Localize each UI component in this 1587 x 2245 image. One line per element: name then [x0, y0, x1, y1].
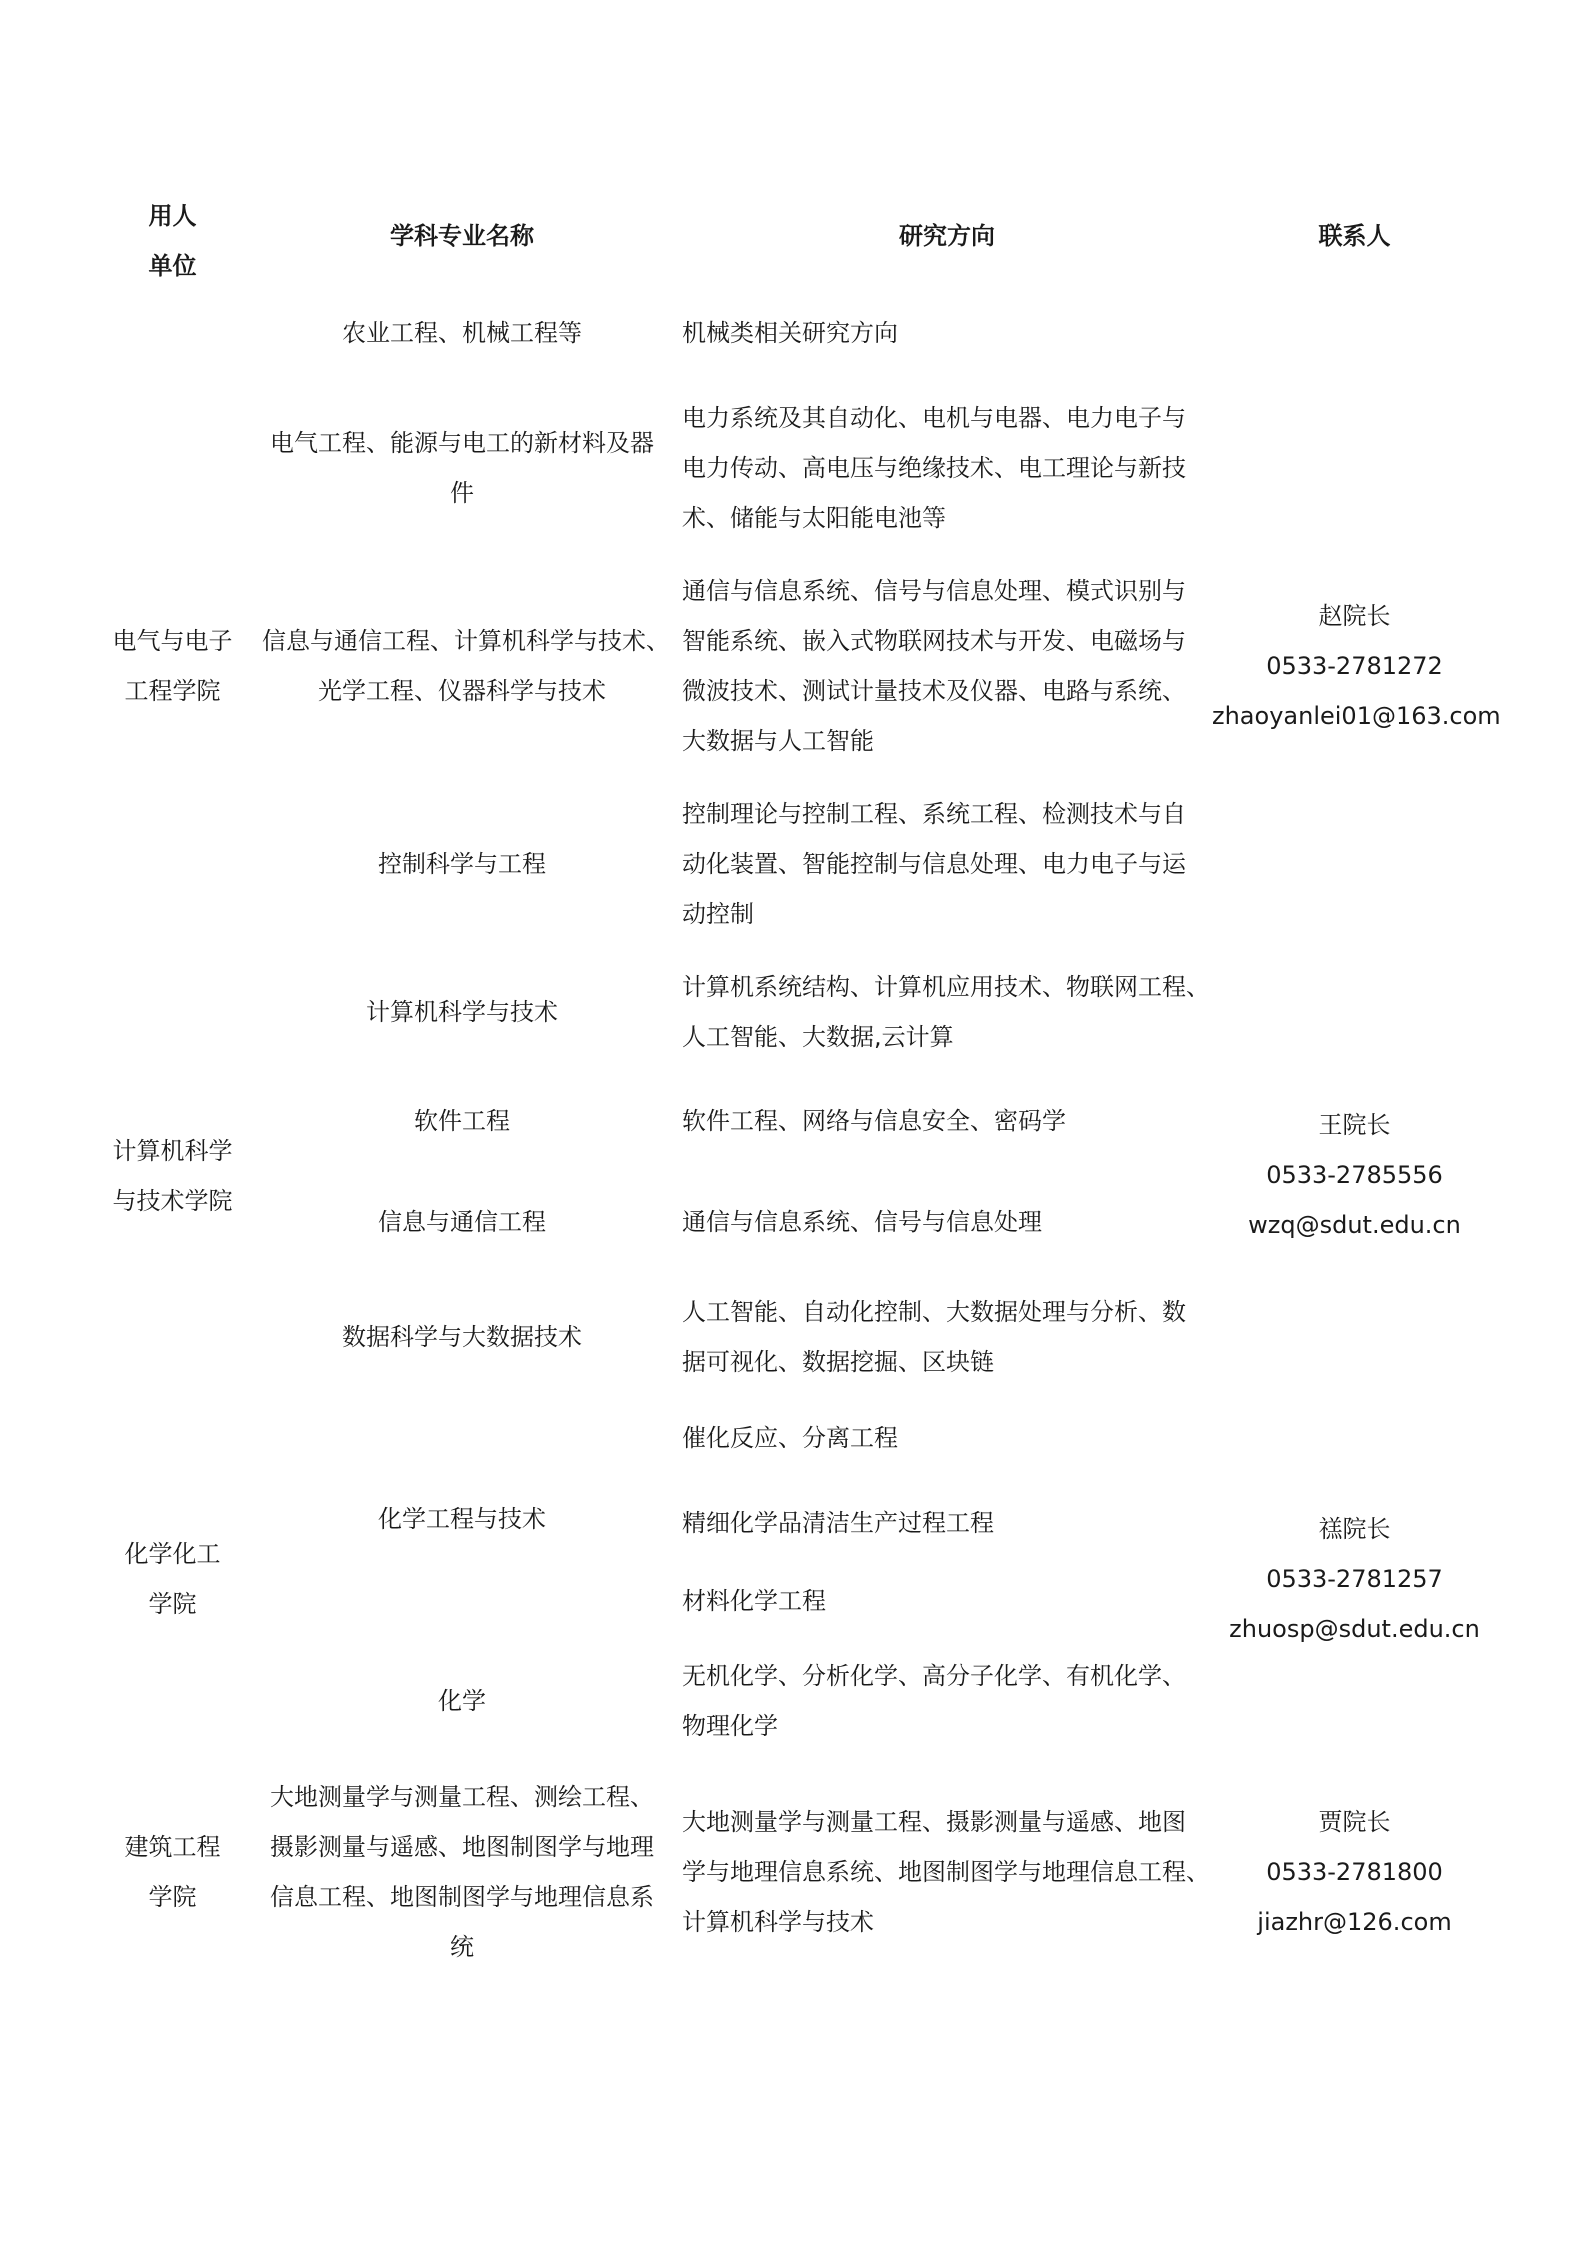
major-cell: [262, 418, 662, 518]
major-cell: [262, 1096, 662, 1146]
contact-name: 赵院长: [1318, 602, 1391, 630]
major-line: 化学: [438, 1687, 486, 1715]
unit-cell: [90, 1822, 255, 1922]
direction-line: 大数据与人工智能: [682, 727, 874, 755]
direction-line: 机械类相关研究方向: [682, 319, 898, 347]
contact-phone: 0533-2781272: [1266, 652, 1443, 680]
header-direction: 研究方向: [899, 222, 995, 250]
contact-name: 贾院长: [1318, 1808, 1391, 1836]
unit-cell: [90, 1529, 255, 1629]
contact-email: zhaoyanlei01@163.com: [1212, 702, 1501, 730]
direction-cell: [682, 1797, 1212, 1947]
unit-line: 与技术学院: [112, 1187, 233, 1215]
major-cell: [262, 1772, 662, 1972]
contact-cell: [1212, 591, 1501, 741]
contact-cell: [1212, 1504, 1497, 1654]
direction-line: 电力传动、高电压与绝缘技术、电工理论与新技: [682, 454, 1186, 482]
major-line: 化学工程与技术: [378, 1505, 546, 1533]
direction-line: 动控制: [682, 900, 754, 928]
major-line: 光学工程、仪器科学与技术: [318, 677, 606, 705]
contact-name: 王院长: [1318, 1111, 1391, 1139]
direction-cell: [682, 1096, 1212, 1146]
direction-line: 电力系统及其自动化、电机与电器、电力电子与: [682, 404, 1186, 432]
major-line: 电气工程、能源与电工的新材料及器: [270, 429, 654, 457]
unit-cell: [90, 616, 255, 716]
direction-cell: [682, 566, 1212, 766]
contact-email: jiazhr@126.com: [1257, 1908, 1452, 1936]
header-unit-line: 单位: [148, 252, 197, 280]
direction-cell: [682, 1498, 1212, 1548]
major-cell: [262, 987, 662, 1037]
direction-cell: [682, 393, 1212, 543]
major-line: 计算机科学与技术: [366, 998, 558, 1026]
contact-phone: 0533-2785556: [1266, 1161, 1443, 1189]
major-line: 大地测量学与测量工程、测绘工程、: [270, 1783, 654, 1811]
direction-line: 人工智能、大数据,云计算: [682, 1023, 954, 1051]
major-line: 软件工程: [414, 1107, 510, 1135]
direction-line: 材料化学工程: [682, 1587, 826, 1615]
direction-line: 通信与信息系统、信号与信息处理、模式识别与: [682, 577, 1186, 605]
major-cell: [262, 1312, 662, 1362]
direction-cell: [682, 789, 1212, 939]
unit-line: 电气与电子: [112, 627, 233, 655]
direction-line: 微波技术、测试计量技术及仪器、电路与系统、: [682, 677, 1186, 705]
direction-line: 人工智能、自动化控制、大数据处理与分析、数: [682, 1298, 1186, 1326]
direction-line: 大地测量学与测量工程、摄影测量与遥感、地图: [682, 1808, 1186, 1836]
direction-cell: [682, 1651, 1212, 1751]
header-unit-line: 用人: [148, 202, 197, 230]
contact-name: 禚院长: [1318, 1515, 1391, 1543]
major-line: 信息工程、地图制图学与地理信息系: [270, 1883, 654, 1911]
direction-line: 智能系统、嵌入式物联网技术与开发、电磁场与: [682, 627, 1186, 655]
major-line: 数据科学与大数据技术: [342, 1323, 582, 1351]
direction-line: 动化装置、智能控制与信息处理、电力电子与运: [682, 850, 1186, 878]
direction-line: 软件工程、网络与信息安全、密码学: [682, 1107, 1066, 1135]
direction-line: 术、储能与太阳能电池等: [682, 504, 946, 532]
unit-line: 学院: [148, 1590, 197, 1618]
direction-cell: [682, 1287, 1212, 1387]
header-contact: 联系人: [1318, 222, 1391, 250]
unit-line: 计算机科学: [112, 1137, 233, 1165]
unit-line: 建筑工程: [124, 1833, 221, 1861]
major-line: 控制科学与工程: [378, 850, 546, 878]
direction-line: 控制理论与控制工程、系统工程、检测技术与自: [682, 800, 1186, 828]
unit-cell: [90, 1126, 255, 1226]
direction-line: 计算机系统结构、计算机应用技术、物联网工程、: [682, 973, 1210, 1001]
unit-line: 化学化工: [124, 1540, 221, 1568]
direction-cell: [682, 1576, 1212, 1626]
direction-line: 计算机科学与技术: [682, 1908, 874, 1936]
major-cell: [262, 839, 662, 889]
header-unit: [90, 191, 255, 291]
major-cell: [262, 308, 662, 358]
unit-line: 工程学院: [124, 677, 221, 705]
major-line: 农业工程、机械工程等: [342, 319, 582, 347]
major-cell: [262, 1494, 662, 1544]
contact-email: zhuosp@sdut.edu.cn: [1229, 1615, 1480, 1643]
contact-cell: [1212, 1100, 1497, 1250]
major-line: 信息与通信工程、计算机科学与技术、: [262, 627, 670, 655]
direction-line: 催化反应、分离工程: [682, 1424, 898, 1452]
contact-phone: 0533-2781800: [1266, 1858, 1443, 1886]
major-cell: [262, 1197, 662, 1247]
major-line: 件: [450, 479, 474, 507]
major-cell: [262, 1676, 662, 1726]
major-line: 统: [450, 1933, 474, 1961]
header-major: 学科专业名称: [390, 222, 534, 250]
direction-cell: [682, 1197, 1212, 1247]
unit-line: 学院: [148, 1883, 197, 1911]
direction-line: 无机化学、分析化学、高分子化学、有机化学、: [682, 1662, 1186, 1690]
direction-cell: [682, 962, 1212, 1062]
direction-line: 据可视化、数据挖掘、区块链: [682, 1348, 994, 1376]
direction-line: 精细化学品清洁生产过程工程: [682, 1509, 994, 1537]
contact-phone: 0533-2781257: [1266, 1565, 1443, 1593]
contact-email: wzq@sdut.edu.cn: [1248, 1211, 1461, 1239]
direction-line: 物理化学: [682, 1712, 778, 1740]
direction-cell: [682, 1413, 1212, 1463]
direction-line: 学与地理信息系统、地图制图学与地理信息工程、: [682, 1858, 1210, 1886]
major-line: 摄影测量与遥感、地图制图学与地理: [270, 1833, 654, 1861]
direction-cell: [682, 308, 1212, 358]
major-line: 信息与通信工程: [378, 1208, 546, 1236]
major-cell: [262, 616, 670, 716]
contact-cell: [1212, 1797, 1497, 1947]
direction-line: 通信与信息系统、信号与信息处理: [682, 1208, 1042, 1236]
